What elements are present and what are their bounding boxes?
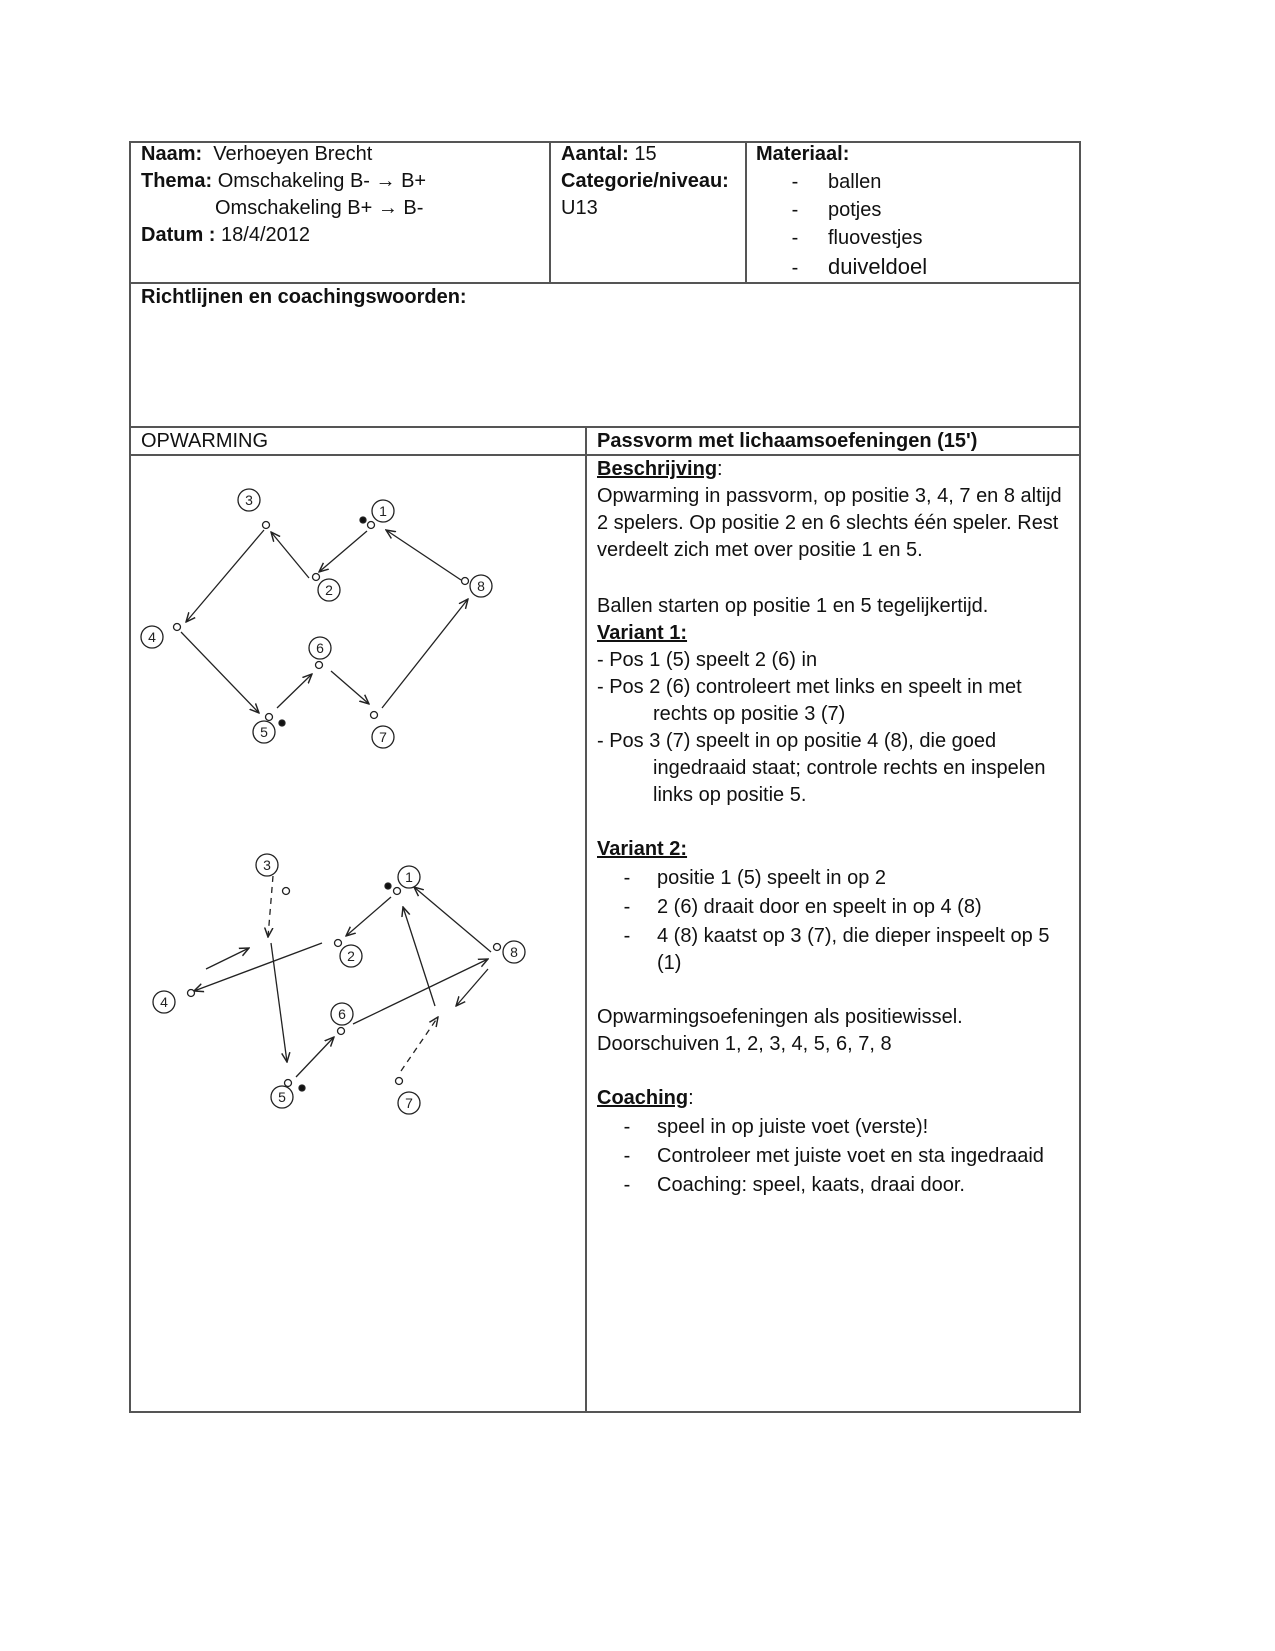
material-item [756,197,1076,224]
richtlijnen-label: Richtlijnen en coachingswoorden: [141,286,467,308]
coaching-heading [597,1085,1071,1112]
player-marker [266,714,273,721]
count-cell [561,141,741,222]
pass-arrow [186,530,264,622]
bullet: - [791,199,799,221]
thema-label: Thema: [141,170,213,192]
player-marker [462,578,469,585]
thema-row-2 [141,195,541,222]
header-divider-2 [745,141,747,284]
section-left-title: OPWARMING [141,430,269,452]
bullet: - [623,1145,631,1167]
material-item-label: duiveldoel [828,254,928,279]
position-label: 4 [160,994,168,1010]
pass-arrow [346,897,391,936]
player-marker [494,944,501,951]
beschrijving-colon: : [717,458,723,480]
beschrijving-heading [597,456,1071,483]
variant1-line: - Pos 2 (6) controleert met links en speelt in met [597,676,1022,698]
materiaal-label: Materiaal: [756,143,850,165]
position-label: 5 [278,1089,286,1105]
bullet: - [623,1174,631,1196]
material-item-label: fluovestjes [828,227,923,249]
player-marker [335,940,342,947]
variant1-line: - Pos 3 (7) speelt in op positie 4 (8), die goed [597,730,997,752]
variant2-item-continuation: (1) [657,952,682,974]
pass-arrow [296,1037,334,1077]
bullet: - [623,925,631,947]
position-label: 2 [325,582,333,598]
bullet: - [623,867,631,889]
variant2-item [597,865,1071,892]
beschrijving-text: Opwarming in passvorm, op positie 3, 4, 7 en 8 altijd 2 spelers. Op positie 2 en 6 slechts één speler. Rest verdeelt zich met over positie 1 en 5. [597,485,1062,561]
material-item [756,253,1076,282]
position-label: 8 [477,578,485,594]
position-label: 6 [316,640,324,656]
player-marker [371,712,378,719]
position-label: 5 [260,724,268,740]
player-marker [368,522,375,529]
datum-row [141,222,541,249]
material-item [756,225,1076,252]
info-cell [141,141,541,249]
aantal-value: 15 [634,143,657,165]
position-label: 3 [245,492,253,508]
pass-arrow [206,948,249,969]
position-label: 6 [338,1006,346,1022]
pass-arrow [319,531,367,572]
ball-marker [360,517,366,523]
coaching-item-text: speel in op juiste voet (verste)! [657,1116,929,1138]
datum-label: Datum : [141,224,216,246]
datum-value: 18/4/2012 [221,224,310,246]
player-marker [285,1080,292,1087]
pass-arrow [456,969,488,1006]
aantal-row [561,141,741,168]
material-item-label: ballen [828,171,882,193]
material-cell [756,141,1076,282]
position-label: 4 [148,629,156,645]
diagram-1-labels [148,492,485,745]
bullet: - [791,257,799,279]
variant2-item-text: positie 1 (5) speelt in op 2 [657,867,887,889]
player-marker [283,888,290,895]
pass-arrow [194,943,322,991]
material-item-label: potjes [828,199,882,221]
passing-diagrams [131,456,585,1136]
pass-arrow [403,907,435,1006]
coaching-label: Coaching [597,1087,689,1109]
coaching-item [597,1114,1071,1141]
ball-marker [299,1085,305,1091]
pass-arrow [331,671,369,704]
player-marker [394,888,401,895]
ball-marker [279,720,285,726]
thema-row [141,168,541,195]
wissel-line-1: Opwarmingsoefeningen als positiewissel. [597,1006,963,1028]
position-label: 8 [510,944,518,960]
variant1-label: Variant 1: [597,622,688,644]
variant1-line: links op positie 5. [653,784,807,806]
coaching-item-text: Controleer met juiste voet en sta ingedraaid [657,1145,1044,1167]
player-marker [263,522,270,529]
pass-arrow [386,530,461,580]
player-marker [188,990,195,997]
pass-arrow [271,532,309,578]
table-border-bottom [130,1411,1081,1413]
categorie-label: Categorie/niveau: [561,170,729,192]
beschrijving-label: Beschrijving [597,458,718,480]
coaching-item-text: Coaching: speel, kaats, draai door. [657,1174,965,1196]
bullet: - [623,896,631,918]
diagram-variant-1 [141,489,492,748]
variant2-item-text: 4 (8) kaatst op 3 (7), die dieper inspeelt op 5 [657,925,1050,947]
categorie-value: U13 [561,197,598,219]
aantal-label: Aantal: [561,143,629,165]
description-column [597,456,1071,1199]
pass-arrow [277,674,312,708]
pass-arrow [181,632,259,713]
naam-value: Verhoeyen Brecht [213,143,373,165]
variant1-line: rechts op positie 3 (7) [653,703,846,725]
bullet: - [623,1116,631,1138]
naam-row [141,141,541,168]
variant2-item [597,894,1071,921]
beschrijving-start: Ballen starten op positie 1 en 5 tegelijkertijd. [597,595,989,617]
ball-marker [385,883,391,889]
dribble-arrow [401,1017,438,1071]
player-marker [396,1078,403,1085]
coaching-item [597,1143,1071,1170]
player-marker [174,624,181,631]
player-marker [316,662,323,669]
dribble-arrow [268,876,273,937]
naam-label: Naam: [141,143,203,165]
variant1-line: ingedraaid staat; controle rechts en inspelen [653,757,1046,779]
position-label: 7 [405,1095,413,1111]
variant2-label: Variant 2: [597,838,688,860]
thema-line-1: Omschakeling B- → B+ [217,170,427,192]
variant1-line: - Pos 1 (5) speelt 2 (6) in [597,649,818,671]
pass-arrow [271,943,287,1062]
player-marker [313,574,320,581]
coaching-item [597,1172,1071,1199]
thema-line-2: Omschakeling B+ → B- [215,197,424,219]
position-label: 7 [379,729,387,745]
pass-arrow [382,599,468,708]
section-right-title: Passvorm met lichaamsoefeningen (15') [597,430,978,452]
pass-arrow [414,887,491,952]
material-item [756,169,1076,196]
coaching-colon: : [688,1087,694,1109]
player-marker [338,1028,345,1035]
position-label: 1 [405,869,413,885]
position-label: 2 [347,948,355,964]
variant2-item-text: 2 (6) draait door en speelt in op 4 (8) [657,896,982,918]
header-divider-1 [549,141,551,284]
wissel-line-2: Doorschuiven 1, 2, 3, 4, 5, 6, 7, 8 [597,1033,892,1055]
position-label: 3 [263,857,271,873]
diagram-variant-2 [153,854,525,1114]
position-label: 1 [379,503,387,519]
bullet: - [791,171,799,193]
section-divider [585,426,587,1412]
variant2-item [597,923,1071,950]
table-border-right [1079,141,1081,1413]
bullet: - [791,227,799,249]
